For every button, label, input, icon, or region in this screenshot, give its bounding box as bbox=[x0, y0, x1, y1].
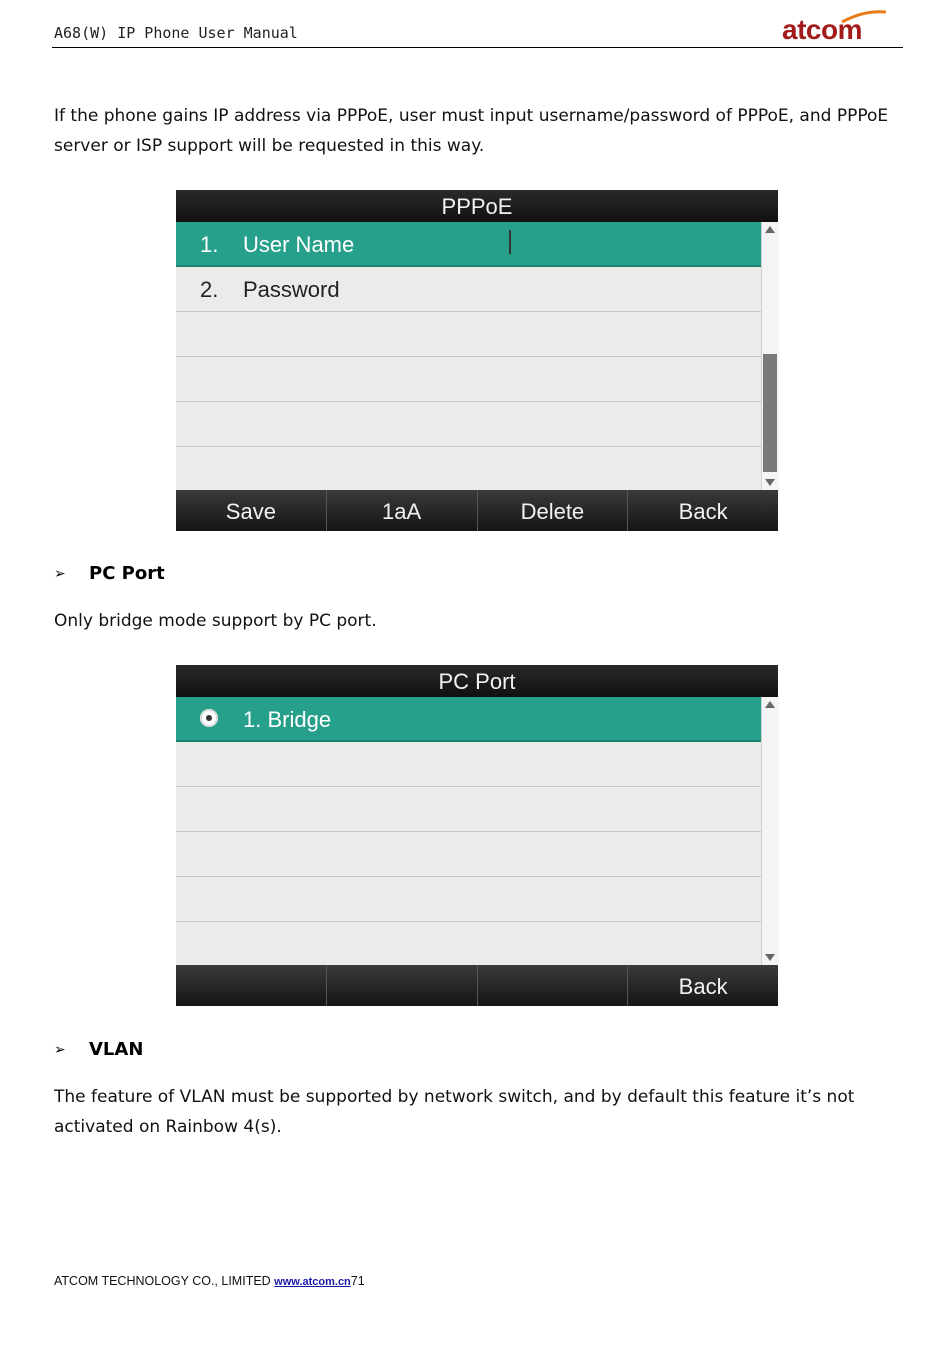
empty-row bbox=[176, 357, 761, 402]
softkey-empty-3 bbox=[478, 965, 629, 1006]
empty-row bbox=[176, 787, 761, 832]
screen-title: PPPoE bbox=[176, 190, 778, 222]
pc-port-heading bbox=[54, 563, 165, 584]
empty-row bbox=[176, 447, 761, 492]
screen-title: PC Port bbox=[176, 665, 778, 697]
empty-row bbox=[176, 832, 761, 877]
pppoe-intro-paragraph: If the phone gains IP address via PPPoE, user must input username/password of PPPoE, and PPPoE server or ISP support will be requested in this way. bbox=[54, 106, 889, 156]
section-heading-text: VLAN bbox=[89, 1039, 144, 1060]
page-footer bbox=[54, 1274, 365, 1288]
softkey-bar bbox=[176, 965, 778, 1006]
atcom-logo bbox=[782, 8, 892, 44]
empty-row bbox=[176, 742, 761, 787]
page-number: 71 bbox=[350, 1274, 365, 1288]
menu-item-bridge[interactable] bbox=[176, 697, 761, 742]
footer-company: ATCOM TECHNOLOGY CO., LIMITED bbox=[54, 1274, 275, 1288]
menu-item-label: Password bbox=[243, 277, 340, 302]
menu-item-number: 1. bbox=[200, 232, 219, 257]
menu-item-user-name[interactable] bbox=[176, 222, 761, 267]
scroll-up-icon[interactable] bbox=[765, 226, 775, 233]
scroll-down-icon[interactable] bbox=[765, 954, 775, 961]
document-header-title: A68(W) IP Phone User Manual bbox=[54, 24, 298, 42]
menu-item-label: User Name bbox=[243, 232, 355, 257]
back-softkey[interactable]: Back bbox=[628, 490, 778, 531]
section-heading-text: PC Port bbox=[89, 563, 165, 584]
vlan-paragraph: The feature of VLAN must be supported by network switch, and by default this feature it’s not activated on Rainbow 4(s). bbox=[54, 1087, 855, 1137]
text-cursor bbox=[509, 230, 511, 254]
empty-row bbox=[176, 922, 761, 967]
input-mode-softkey[interactable]: 1aA bbox=[327, 490, 478, 531]
pc-port-screen bbox=[176, 665, 778, 1006]
menu-item-number: 2. bbox=[200, 277, 219, 302]
arrow-bullet-icon: ➢ bbox=[54, 565, 66, 582]
header-divider bbox=[52, 47, 903, 48]
scroll-up-icon[interactable] bbox=[765, 701, 775, 708]
vlan-heading bbox=[54, 1039, 143, 1060]
back-softkey[interactable]: Back bbox=[628, 965, 778, 1006]
scrollbar[interactable] bbox=[761, 222, 779, 490]
empty-row bbox=[176, 877, 761, 922]
menu-item-password[interactable] bbox=[176, 267, 761, 312]
menu-list bbox=[176, 222, 761, 492]
empty-row bbox=[176, 312, 761, 357]
menu-item-label: 1. Bridge bbox=[243, 707, 332, 732]
pc-port-paragraph: Only bridge mode support by PC port. bbox=[54, 611, 377, 631]
footer-website-link[interactable]: www.atcom.cn bbox=[274, 1276, 351, 1288]
softkey-empty-1 bbox=[176, 965, 327, 1006]
delete-softkey[interactable]: Delete bbox=[478, 490, 629, 531]
save-softkey[interactable]: Save bbox=[176, 490, 327, 531]
pppoe-screen bbox=[176, 190, 778, 531]
scrollbar[interactable] bbox=[761, 697, 779, 965]
logo-text: atcom bbox=[782, 14, 862, 45]
softkey-empty-2 bbox=[327, 965, 478, 1006]
menu-list bbox=[176, 697, 761, 967]
scroll-down-icon[interactable] bbox=[765, 479, 775, 486]
scroll-thumb[interactable] bbox=[763, 354, 777, 472]
softkey-bar bbox=[176, 490, 778, 531]
arrow-bullet-icon: ➢ bbox=[54, 1041, 66, 1058]
empty-row bbox=[176, 402, 761, 447]
radio-selected-icon[interactable] bbox=[200, 709, 218, 727]
